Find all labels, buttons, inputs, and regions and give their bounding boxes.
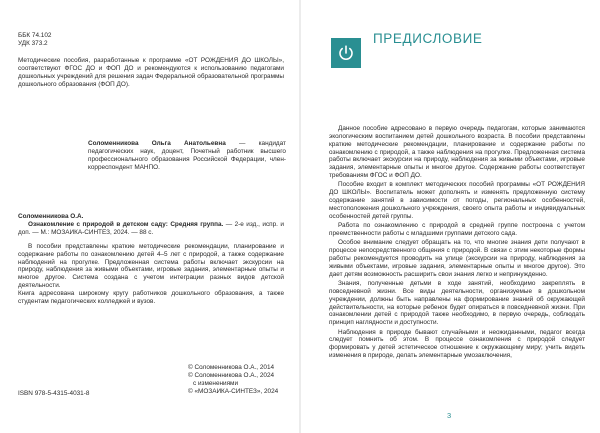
paragraph: Знания, полученные детьми в ходе занятий, необходимо закреплять в повседневной жизни. Все виды деятельности, организуемые в дошкольном учреждении, должны быть направлены на формирование знаний об окружающей действительности, на которые ребенок будет опираться в повседневной жизни. При ознакомлении детей с природой также необходимо, в первую очередь, соблюдать принцип наглядности и доступности. xyxy=(329,280,585,327)
series-note: Методические пособия, разработанные к программе «ОТ РОЖДЕНИЯ ДО ШКОЛЫ», соответствуют ФГОС ДО и ФОП ДО и рекомендуются к использованию педагогами дошкольных учреждений для решения задач Федеральной образовательной программы дошкольного образования (ФОП ДО). xyxy=(18,57,284,88)
paragraph: Данное пособие адресовано в первую очередь педагогам, которые занимаются экологическим воспитанием детей дошкольного возраста. В пособии представлены краткие методические рекомендации, планирование и содержание работы по ознакомлению с природой, а также наблюдения на прогулке. Предложенная система работы включает экскурсии на природу, наблюдения за живыми объектами, игровые задания, элементарные опыты и многое другое. Содержание работы соответствует требованиям ФГОС и ФОП ДО. xyxy=(329,125,585,180)
preface-body xyxy=(329,125,585,361)
card-annotation: В пособии представлены краткие методические рекомендации, планирование и содержание работы по ознакомлению детей 4–5 лет с природой, а также содержание наблюдений на прогулке. Предложенная система работы включает экскурсии на природу, наблюдения за живыми объектами, игровые задания, элементарные опыты и многое другое. Система создана с учетом интеграции разных видов детской деятельности. xyxy=(18,242,284,290)
page-number: 3 xyxy=(447,411,452,420)
section-title: ПРЕДИСЛОВИЕ xyxy=(373,31,483,46)
classification-codes xyxy=(18,32,138,48)
paragraph: Работа по ознакомлению с природой в средней группе построена с учетом преемственности работы с младшими группами детского сада. xyxy=(329,222,585,237)
paragraph: Особое внимание следует обращать на то, что многие знания дети получают в процессе непосредственного общения с природой. В связи с этим некоторые формы работы рекомендуется проводить на улице (экскурсии на природу, наблюдения за живыми объектами, игровые задания, элементарные опыты и многое другое). Это дает детям возможность расширить свои знания легко и непринужденно. xyxy=(329,239,585,278)
section-icon-box xyxy=(331,38,361,68)
bbk-code: ББК 74.102 xyxy=(18,32,52,39)
card-author: Соломенникова О.А. xyxy=(18,213,84,220)
card-title: Ознакомление с природой в детском саду: Средняя группа. xyxy=(28,220,224,228)
copyright-line: © Соломенникова О.А., 2024 xyxy=(188,371,275,379)
paragraph: Пособие входит в комплект методических пособий программы «ОТ РОЖДЕНИЯ ДО ШКОЛЫ». Воспитатель может дополнять и изменять предложенную систему содержание занятий в зависимости от погоды, региональных особенностей, местоположения дошкольного учреждения, своего опыта работы и индивидуальных особенностей детей группы. xyxy=(329,181,585,220)
author-bio xyxy=(88,140,286,172)
library-card xyxy=(18,213,284,306)
copyright-line: с изменениями xyxy=(193,379,239,387)
author-description: — кандидат педагогических наук, доцент, Почетный работник высшего профессионального образования Российской Федерации, член-корреспондент МАНПО. xyxy=(88,140,286,171)
udk-code: УДК 373.2 xyxy=(18,39,48,47)
copyright-block xyxy=(188,364,298,396)
copyright-line: © «МОЗАИКА-СИНТЕЗ», 2024 xyxy=(188,387,279,395)
paragraph: Наблюдения в природе бывают случайными и неожиданными, педагог всегда следует помнить об этом. В процессе ознакомления с природой следует формировать у детей эстетическое отношение к окружающему миру; учить видеть изменения в природе, делать элементарные умозаключения, xyxy=(329,328,585,360)
author-name: Соломенникова Ольга Анатольевна xyxy=(88,140,226,147)
copyright-line: © Соломенникова О.А., 2014 xyxy=(188,364,275,371)
card-publication-info: — 2-е изд., испр. и доп. — М.: МОЗАИКА-СИНТЕЗ, 2024. — 88 с. xyxy=(18,220,284,236)
isbn: ISBN 978-5-4315-4031-8 xyxy=(18,390,90,397)
power-icon xyxy=(337,44,355,62)
right-page xyxy=(301,0,600,433)
card-audience: Книга адресована широкому кругу работников дошкольного образования, а также студентам педагогических колледжей и вузов. xyxy=(18,290,284,306)
